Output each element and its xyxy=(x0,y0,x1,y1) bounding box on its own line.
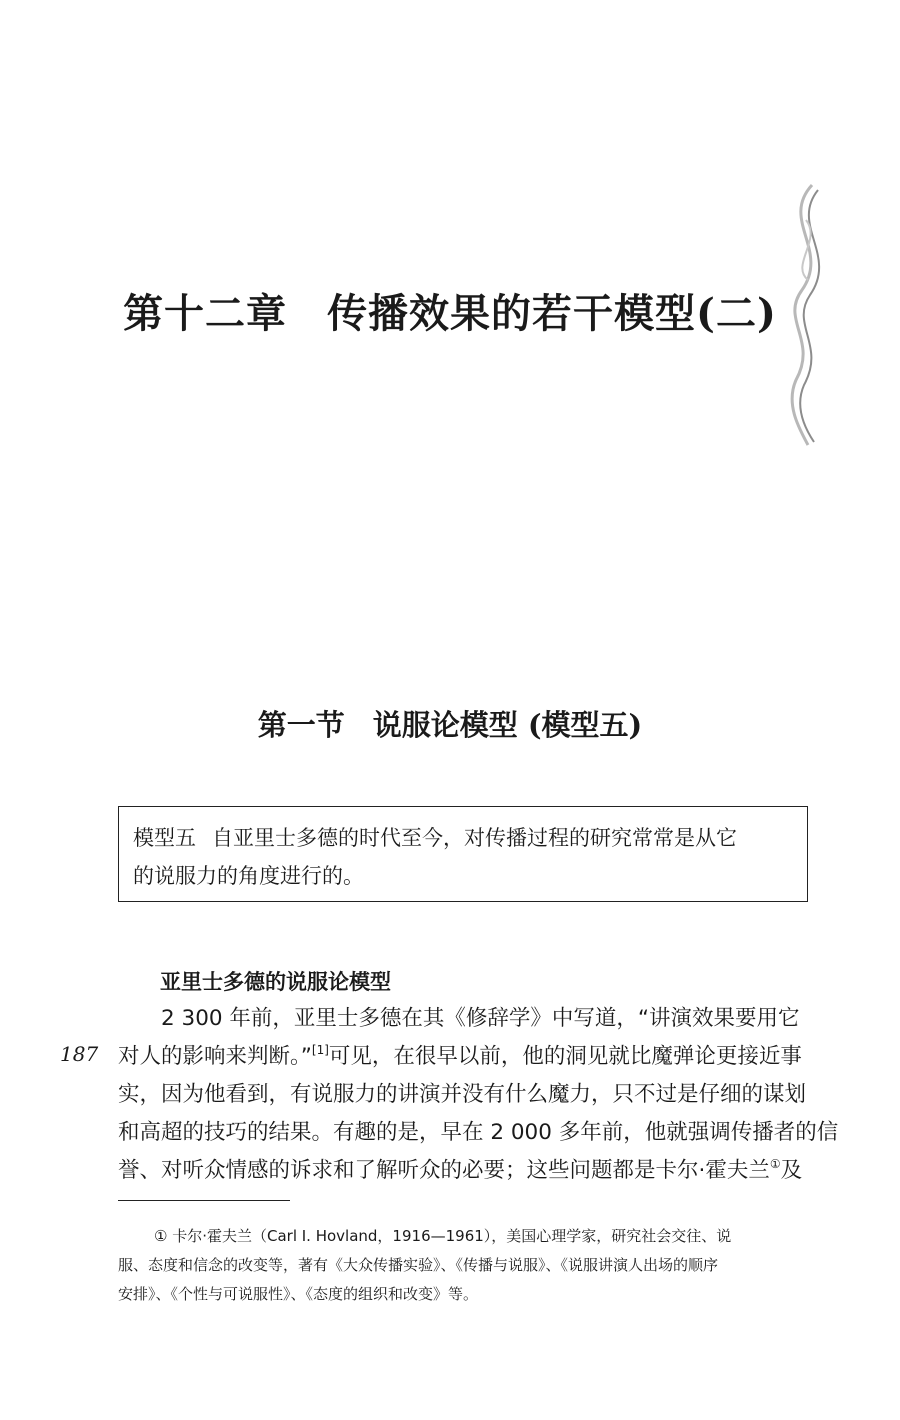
page-number: 187 xyxy=(60,1042,99,1066)
body-line-1: 2 300 年前，亚里士多德在其《修辞学》中写道，“讲演效果要用它 xyxy=(161,1006,800,1031)
section-title-text: 说服论模型 (模型五) xyxy=(372,708,643,742)
chapter-title xyxy=(0,282,900,339)
footnote xyxy=(118,1222,818,1309)
model-label: 模型五 xyxy=(133,826,196,850)
footnote-divider xyxy=(118,1200,290,1201)
subheading: 亚里士多德的说服论模型 xyxy=(160,970,391,994)
body-line-4: 和高超的技巧的结果。有趣的是，早在 2 000 多年前，他就强调传播者的信 xyxy=(118,1120,839,1145)
body-line-3: 实，因为他看到，有说服力的讲演并没有什么魔力，只不过是仔细的谋划 xyxy=(118,1082,807,1107)
footnote-line-1: ① 卡尔·霍夫兰（Carl I. Hovland，1916—1961），美国心理学家，研究社会交往、说 xyxy=(154,1227,732,1245)
body-line-5a: 誉、对听众情感的诉求和了解听众的必要；这些问题都是卡尔·霍夫兰 xyxy=(118,1158,770,1183)
model-box-line-2: 的说服力的角度进行的。 xyxy=(133,864,364,888)
body-line-5 xyxy=(118,1152,818,1190)
model-text-1: 自亚里士多德的时代至今，对传播过程的研究常常是从它 xyxy=(212,826,737,850)
body-line-5b: 及 xyxy=(780,1158,803,1183)
body-line-2 xyxy=(118,1038,818,1076)
model-box-line-1 xyxy=(133,819,793,857)
footnote-ref: ① xyxy=(769,1157,781,1171)
chapter-title-text: 传播效果的若干模型(二) xyxy=(327,290,777,337)
section-number: 第一节 xyxy=(257,708,345,742)
citation-ref: [1] xyxy=(311,1043,329,1057)
body-line-2b: 可见，在很早以前，他的洞见就比魔弹论更接近事 xyxy=(328,1044,802,1069)
model-definition-box xyxy=(118,806,808,902)
body-line-2a: 对人的影响来判断。” xyxy=(118,1044,312,1069)
chapter-number: 第十二章 xyxy=(123,290,288,337)
footnote-line-3: 安排》、《个性与可说服性》、《态度的组织和改变》等。 xyxy=(118,1285,479,1303)
body-paragraph xyxy=(118,1000,839,1190)
section-title xyxy=(0,703,900,744)
footnote-line-2: 服、态度和信念的改变等，著有《大众传播实验》、《传播与说服》、《说服讲演人出场的顺序 xyxy=(118,1256,719,1274)
